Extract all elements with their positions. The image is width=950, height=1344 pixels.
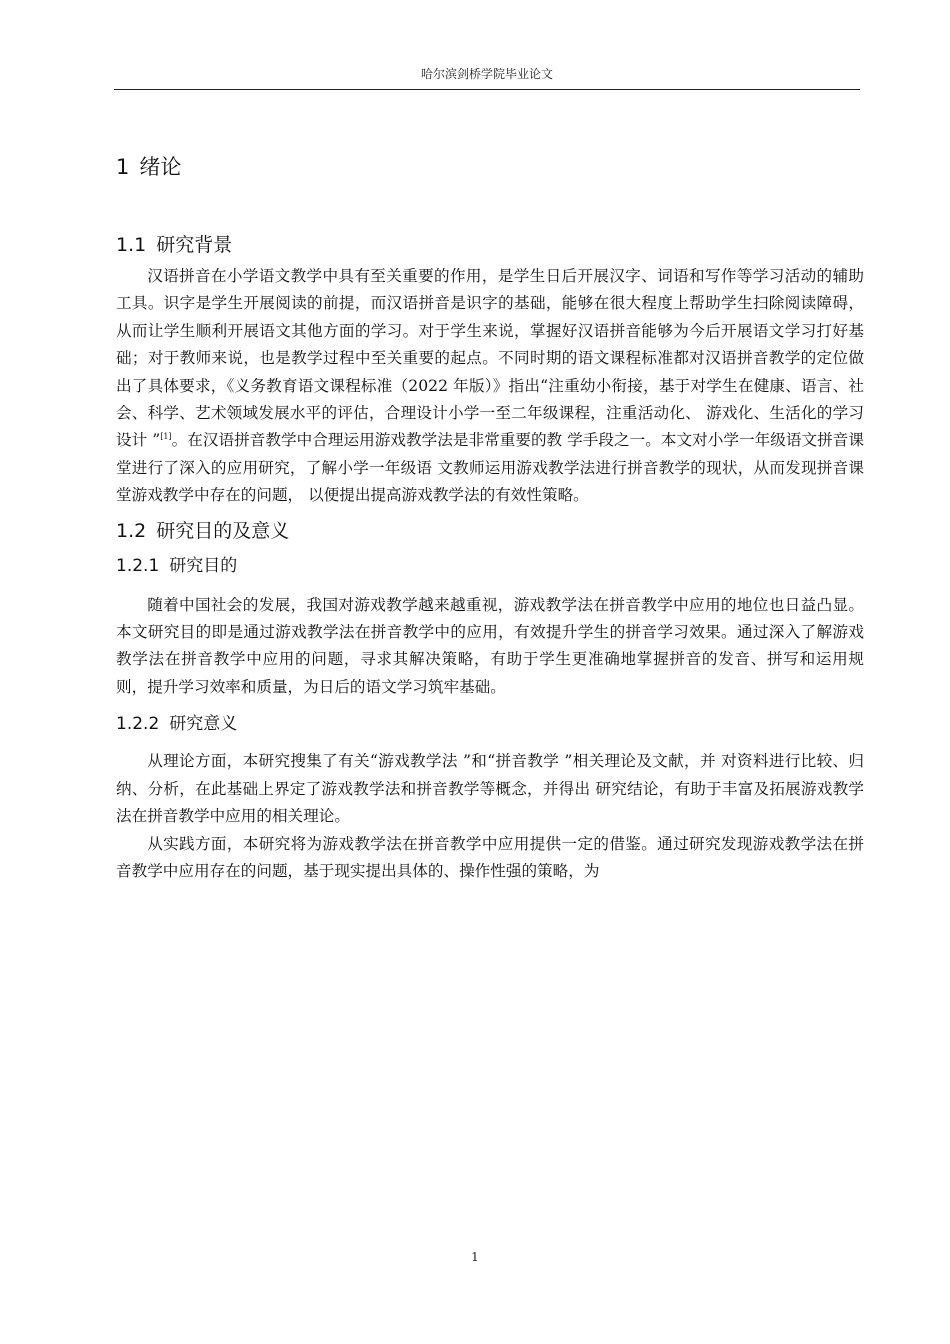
- subsection-number: 1.2.1: [116, 555, 160, 576]
- subsection-title: 研究目的: [169, 555, 238, 576]
- page-number: 1: [471, 1250, 479, 1264]
- purpose-paragraph: 随着中国社会的发展，我国对游戏教学越来越重视，游戏教学法在拼音教学中应用的地位也日益凸显。本文研究目的即是通过游戏教学法在拼音教学中的应用，有效提升学生的拼音学习效果。通过深入了解游戏教学法在拼音教学中应用的问题，寻求其解决策略，有助于学生更准确地掌握拼音的发音、拼写和运用规则，提升学习效率和质量，为日后的语文学习筑牢基础。: [116, 595, 864, 696]
- page-header: [114, 56, 860, 90]
- section-title: 研究目的及意义: [156, 519, 290, 542]
- section-number: 1.2: [116, 519, 147, 542]
- chapter-title: 绪论: [139, 155, 182, 179]
- significance-paragraph-theory: 从理论方面，本研究搜集了有关“游戏教学法 ”和“拼音教学 ”相关理论及文献，并 对资料进行比较、归纳、分析，在此基础上界定了游戏教学法和拼音教学等概念，并得出 研究结论，有助于丰富及拓展游戏教学法在拼音教学中应用的相关理论。: [116, 752, 864, 826]
- background-text-part1: 汉语拼音在小学语文教学中具有至关重要的作用，是学生日后开展汉字、词语和写作等学习活动的辅助工具。识字是学生开展阅读的前提，而汉语拼音是识字的基础，能够在很大程度上帮助学生扫除阅读障碍，从而让学生顺利开展语文其他方面的学习。对于学生来说，掌握好汉语拼音能够为今后开展语文学习打好基础；对于教师来说，也是教学过程中至关重要的起点。不同时期的语文课程标准都对汉语拼音教学的定位做出了具体要求，《义务教育语文课程标准（2022 年版）》指出“注重幼小衔接，基于对学生在健康、语言、社会、科学、艺术领域发展水平的评估，合理设计小学一至二年级课程，注重活动化、 游戏化、生活化的学习设计 ”: [116, 267, 864, 450]
- background-paragraph: [116, 263, 864, 510]
- section-title: 研究背景: [156, 234, 233, 256]
- section-heading-purpose-significance: [116, 516, 864, 546]
- significance-paragraph-practice: 从实践方面，本研究将为游戏教学法在拼音教学中应用提供一定的借鉴。通过研究发现游戏教学法在拼音教学中应用存在的问题，基于现实提出具体的、操作性强的策略，为: [116, 834, 864, 880]
- subsection-heading-purpose: [116, 552, 864, 580]
- subsection-heading-significance: [116, 710, 864, 738]
- chapter-number: 1: [116, 155, 130, 179]
- background-text-part2: 。在汉语拼音教学中合理运用游戏教学法是非常重要的教 学手段之一。本文对小学一年级语文拼音课堂进行了深入的应用研究，了解小学一年级语 文教师运用游戏教学法进行拼音教学的现状，从而发现拼音课堂游戏教学中存在的问题， 以便提出提高游戏教学法的有效性策略。: [116, 431, 864, 505]
- section-number: 1.1: [116, 234, 147, 256]
- chapter-heading: [116, 150, 864, 184]
- subsection-title: 研究意义: [169, 714, 238, 735]
- section-heading-background: [116, 230, 864, 260]
- main-content: [116, 150, 864, 885]
- subsection-number: 1.2.2: [116, 714, 160, 735]
- citation-marker: [1]: [160, 432, 172, 442]
- header-title: 哈尔滨剑桥学院毕业论文: [420, 67, 553, 81]
